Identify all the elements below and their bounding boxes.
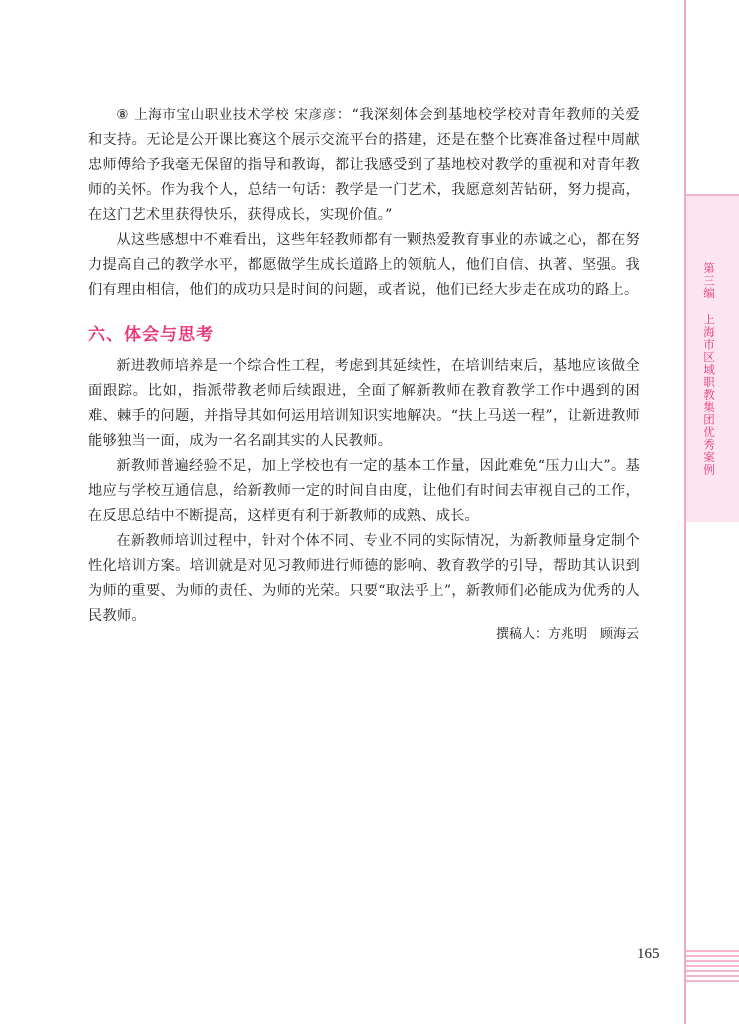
quote-marker: ⑧ bbox=[116, 107, 130, 123]
section-heading: 六、体会与思考 bbox=[88, 325, 214, 345]
tab-bottom-stripes bbox=[686, 950, 739, 985]
quote-line: 献忠师傅给予我毫无保留的指导和教诲，都让我感受到了基地校对教学的重视和对青年 bbox=[88, 132, 640, 173]
quote-line: “我深刻体会到基地校学校对青年教师的关 bbox=[351, 107, 626, 123]
body-line: 新教师普遍经验不足，加上学校也有一定的基本工作量，因此难免“压力山大”。基地 bbox=[88, 458, 640, 499]
chapter-tab-part: 第三编 bbox=[702, 262, 716, 300]
body-line: 思总结中不断提高，这样更有利于新教师的成熟、成长。 bbox=[116, 508, 480, 524]
summary-line: 提高自己的教学水平，都愿做学生成长道路上的领航人，他们自信、执著、坚强。我们有理 bbox=[88, 257, 640, 298]
body-line: 应与学校互通信息，给新教师一定的时间自由度，让他们有时间去审视自己的工作，在反 bbox=[88, 483, 640, 524]
chapter-tab-text bbox=[701, 262, 717, 476]
page-number: 165 bbox=[637, 946, 660, 962]
chapter-tab-title: 上海市区域职教集团优秀案例 bbox=[702, 313, 716, 476]
body-line: 的重要、为师的责任、为师的光荣。只要“取法乎上”，新教师们必能成为优秀的人民教师。 bbox=[88, 583, 641, 624]
section-paragraph-1 bbox=[88, 354, 640, 454]
summary-line: 从这些感想中不难看出，这些年轻教师都有一颗热爱教育事业的赤诚之心，都在努力 bbox=[88, 232, 640, 273]
byline: 撰稿人：方兆明 顾海云 bbox=[495, 627, 639, 642]
quote-speaker: 宋彦彦 bbox=[294, 107, 337, 123]
quote-source: 上海市宝山职业技术学校 bbox=[134, 107, 290, 123]
body-line: 手的问题，并指导其如何运用培训知识实地解决。“扶上马送一程”，让新进教师能够独当 bbox=[88, 408, 640, 449]
body-line: 跟踪。比如，指派带教老师后续跟进，全面了解新教师在教育教学工作中遇到的困难、棘 bbox=[88, 383, 640, 424]
body-line: 在新教师培训过程中，针对个体不同、专业不同的实际情况，为新教师量身定制个性 bbox=[88, 533, 640, 574]
quote-line: 这门艺术里获得快乐，获得成长，实现价值。” bbox=[102, 207, 393, 223]
body-line: 化培训方案。培训就是对见习教师进行师德的影响、教育教学的引导，帮助其认识到为师 bbox=[88, 558, 640, 599]
quote-paragraph: ⑧ 上海市宝山职业技术学校 宋彦彦：“我深刻体会到基地校学校对青年教师的关爱和支持。无论是公开课比赛这个展示交流平台的搭建，还是在整个比赛准备过程中周献忠师傅给予我毫无保留的指导和教诲，都让我感受到了基地校对教学的重视和对青年教师的关怀。作为我个人，总结一句话：教学是一门艺术，我愿意刻苦钻研，努力提高，在这门艺术里获得快乐，获得成长，实现价值。” bbox=[88, 107, 640, 223]
section-body bbox=[88, 354, 640, 629]
quote-block bbox=[88, 103, 640, 303]
section-paragraph-3 bbox=[88, 529, 640, 629]
quote-line: 教师的关怀。作为我个人，总结一句话：教学是一门艺术，我愿意刻苦钻研，努力提高，在 bbox=[88, 157, 640, 223]
quote-line: 爱和支持。无论是公开课比赛这个展示交流平台的搭建，还是在整个比赛准备过程中周 bbox=[88, 107, 640, 148]
body-line: 一面，成为一名名副其实的人民教师。 bbox=[145, 433, 393, 449]
body-line: 新进教师培养是一个综合性工程，考虑到其延续性，在培训结束后，基地应该做全面 bbox=[88, 358, 640, 399]
section-paragraph-2 bbox=[88, 454, 640, 529]
summary-line: 由相信，他们的成功只是时间的问题，或者说，他们已经大步走在成功的路上。 bbox=[131, 282, 639, 298]
summary-paragraph bbox=[88, 228, 640, 303]
